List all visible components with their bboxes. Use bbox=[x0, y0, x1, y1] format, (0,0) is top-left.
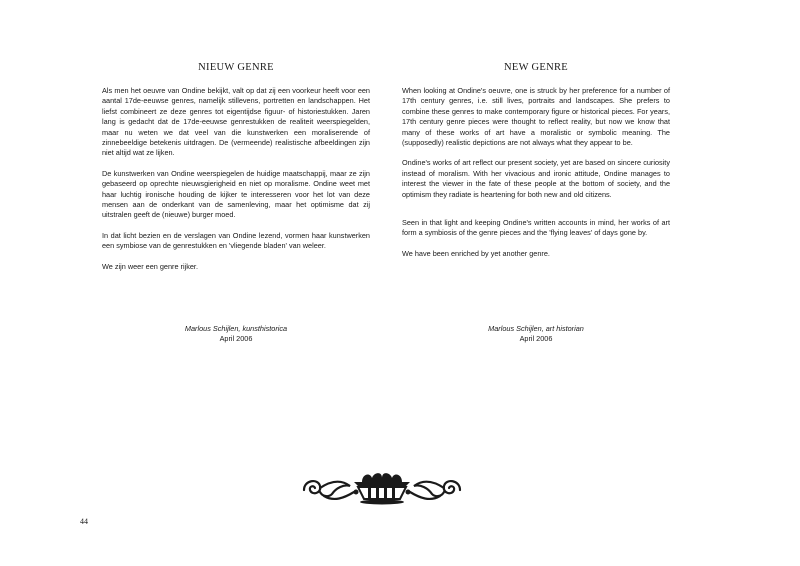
baroque-ornament-icon bbox=[298, 466, 466, 506]
dutch-paragraph-1: Als men het oeuvre van Ondine bekijkt, valt op dat zij een voorkeur heeft voor een aantal 17de-eeuwse genres, namelijk stillevens, portretten en landschappen. Het liefst combineert ze deze genres tot eigentijdse figuur- of historiestukken. Jaren lang is gedacht dat de 17de-eeuwse genrestukken de realiteit weerspiegelden, maar nu weten we dat veel van die kunstwerken een moraliserende of zinnebeeldige betekenis uitdragen. De (vermeende) realistische afbeeldingen zijn niet altijd wat ze lijken. bbox=[102, 86, 370, 158]
english-paragraph-1: When looking at Ondine's oeuvre, one is struck by her preference for a number of 17th century genres, i.e. still lives, portraits and landscapes. She prefers to combine these genres to make contemporary figure or historical pieces. For years, 17th century genre pieces were thought to reflect reality, but now we know that many of these works of art have a moralistic or symbolic meaning. The (supposedly) realistic depictions are not always what they appear to be. bbox=[402, 86, 670, 148]
dutch-paragraph-4: We zijn weer een genre rijker. bbox=[102, 261, 198, 271]
dutch-column bbox=[102, 62, 370, 282]
dutch-author: Marlous Schijlen, kunsthistorica bbox=[184, 324, 288, 333]
english-column bbox=[402, 62, 670, 269]
english-date: April 2006 bbox=[519, 334, 553, 343]
english-paragraph-2: Ondine's works of art reflect our present society, yet are based on sincere curiosity instead of moralism. With her vivacious and ironic attitude, Ondine manages to interest the viewer in the fate of these people at the bottom of society, and the optimism they radiate is heartening for both new and old citizens. bbox=[402, 158, 670, 199]
dutch-paragraph-3: In dat licht bezien en de verslagen van Ondine lezend, vormen haar kunstwerken een symbiose van de genrestukken en 'vliegende bladen' van weleer. bbox=[102, 230, 370, 251]
english-signature bbox=[402, 324, 670, 344]
english-paragraph-3: Seen in that light and keeping Ondine's written accounts in mind, her works of art form a symbiosis of the genre pieces and the 'flying leaves' of days gone by. bbox=[402, 218, 670, 238]
english-author: Marlous Schijlen, art historian bbox=[488, 324, 584, 333]
dutch-date: April 2006 bbox=[219, 334, 253, 343]
dutch-paragraph-2: De kunstwerken van Ondine weerspiegelen de huidige maatschappij, maar ze zijn gebaseerd op oprechte nieuwsgierigheid en niet op moralisme. Ondine weet met haar luchtig ironische houding de kijker te interesseren voor het lot van deze mensen aan de onderkant van de samenleving, maar het optimisme dat zij uitstralen geeft de (nieuwe) burger moed. bbox=[102, 168, 370, 220]
english-title: NEW GENRE bbox=[503, 62, 569, 73]
dutch-signature bbox=[102, 324, 370, 344]
dutch-title: NIEUW GENRE bbox=[198, 62, 274, 73]
page-number: 44 bbox=[80, 517, 88, 526]
english-paragraph-4: We have been enriched by yet another genre. bbox=[402, 248, 550, 258]
